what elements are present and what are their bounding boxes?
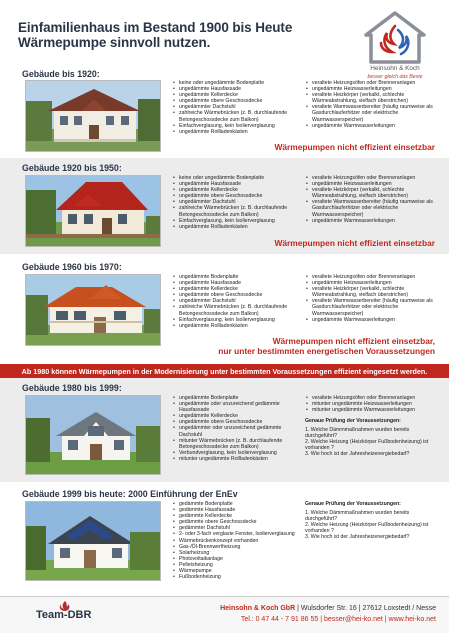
section-heading-bis-1920: Gebäude bis 1920: xyxy=(22,69,100,79)
verdict-text-1: Wärmepumpen nicht effizient einsetzbar xyxy=(274,142,435,152)
list-item: • veraltete Heizkörper (verkalkt, schlechte Wärmeabstrahlung, vielfach überstrichen) xyxy=(305,187,437,199)
page-title xyxy=(18,20,338,50)
section-heading-1980-1999: Gebäude 1980 bis 1999: xyxy=(22,383,122,393)
list-item: • veraltete Warmwasserbereiter (häufig raumweise als Gasdurchlauferhitzer oder elektrische Warmwasserspeicher) xyxy=(305,199,437,217)
team-logo-text: Team-DBR xyxy=(36,609,92,621)
list-item: • gedämmte Hausfassade xyxy=(172,507,300,513)
building-deficits-list-4 xyxy=(172,395,300,462)
building-deficits-list-2 xyxy=(172,175,300,230)
building-deficits-list-1 xyxy=(172,80,300,135)
list-item: • Fußbodenheizung xyxy=(172,574,300,580)
list-item: • Wärmebrückenkonzept vorhanden xyxy=(172,538,300,544)
list-item: • Einfachverglasung, kein Isolierverglasung xyxy=(172,317,300,323)
verdict-text-3: Wärmepumpen nicht effizient einsetzbar, nur unter bestimmten energetischen Voraussetzungen xyxy=(218,336,435,356)
list-item: • ungedämmte Warmwasserleitungen xyxy=(305,317,437,323)
list-item: • ungedämmte Rollladenkästen xyxy=(172,323,300,329)
list-item: • ungedämmte obere Geschossdecke xyxy=(172,292,300,298)
list-item: • mitunter ungedämmte Heizwasserleitungen xyxy=(305,401,437,407)
list-item: • keine oder ungedämmte Bodenplatte xyxy=(172,80,300,86)
list-item: • mitunter ungedämmte Rollladenkästen xyxy=(172,456,300,462)
list-item: • Gas-/Öl-Brennwertheizung xyxy=(172,544,300,550)
heating-deficits-list-2 xyxy=(305,175,437,224)
list-item: • Einfachverglasung, kein Isolierverglasung xyxy=(172,218,300,224)
section-heading-1999-heute: Gebäude 1999 bis heute: 2000 Einführung der EnEv xyxy=(22,489,238,499)
list-item: • gedämmter Dachstuhl xyxy=(172,525,300,531)
house-logo-icon xyxy=(361,10,429,66)
list-item: • veraltete Warmwasserbereiter (häufig raumweise als Gasdurchlauferhitzer oder elektrische Warmwasserspeicher) xyxy=(305,298,437,316)
heating-deficits-list-4 xyxy=(305,395,437,413)
house-photo-1999-heute xyxy=(25,501,161,581)
list-item: 3. Wie hoch ist der Jahresheizenergiebedarf? xyxy=(305,534,410,541)
list-item: • ungedämmte Bodenplatte xyxy=(172,274,300,280)
list-item: • veraltete Heizungsöfen oder Brenneranlagen xyxy=(305,274,437,280)
logo-tagline: besser gleich das Beste xyxy=(367,74,423,80)
list-item: 1. Welche Dämmmaßnahmen wurden bereits durchgeführt? xyxy=(305,427,410,440)
list-item: • ungedämmte oder unzureichend gedämmte Hausfassade xyxy=(172,401,300,413)
footer xyxy=(0,596,449,633)
list-item: • veraltete Heizungsöfen oder Brenneranlagen xyxy=(305,80,437,86)
list-item: • ungedämmte Warmwasserleitungen xyxy=(305,123,437,129)
list-item: • mitunter ungedämmte Warmwasserleitungen xyxy=(305,407,437,413)
list-item: • ungedämmte Kellerdecke xyxy=(172,413,300,419)
list-item: • ungedämmte obere Geschossdecke xyxy=(172,193,300,199)
footer-address: Heinsohn & Koch GbR | Wulsdorfer Str. 16 | 27612 Loxstedt / Nesse xyxy=(220,605,436,612)
list-item: • Wärmepumpe xyxy=(172,568,300,574)
list-item: • keine oder ungedämmte Bodenplatte xyxy=(172,175,300,181)
house-photo-1960-1970 xyxy=(25,274,161,346)
list-item: • veraltete Heizungsöfen oder Brenneranlagen xyxy=(305,395,437,401)
house-photo-1920-1950 xyxy=(25,175,161,247)
check-conditions-5: Genaue Prüfung der Voraussetzungen: 1. Welche Dämmmaßnahmen wurden bereits durchgeführt? 2. Welche Heizung (Heizkörper Fußbodenheizung) ist vorhanden ? 3. Wie hoch ist der Jahresheizenergiebedarf? xyxy=(305,501,437,541)
house-photo-bis-1920 xyxy=(25,80,161,152)
check-conditions-4: Genaue Prüfung der Voraussetzungen: 1. Welche Dämmmaßnahmen wurden bereits durchgeführt? 2. Welche Heizung (Heizkörper Fußbodenheizung) ist vorhanden ? 3. Wie hoch ist der Jahresheizenergiebedarf? xyxy=(305,418,437,458)
list-item: • ungedämmte Heizwasserleitungen xyxy=(305,86,437,92)
list-item: • ungedämmter Dachstuhl xyxy=(172,199,300,205)
list-item: • ungedämmter oder unzureichend gedämmte Dachstuhl xyxy=(172,425,300,437)
list-item: • ungedämmte Hausfassade xyxy=(172,280,300,286)
list-item: • ungedämmte Kellerdecke xyxy=(172,187,300,193)
list-item: • ungedämmte Kellerdecke xyxy=(172,286,300,292)
section-heading-1960-1970: Gebäude 1960 bis 1970: xyxy=(22,262,122,272)
list-item: • 2- oder 3-fach verglaste Fenster, Isolierverglasung xyxy=(172,531,300,537)
heating-deficits-list-1 xyxy=(305,80,437,129)
list-item: • gedämmte Bodenplatte xyxy=(172,501,300,507)
list-item: • ungedämmte Rollladenkästen xyxy=(172,224,300,230)
title-line-1: Einfamilienhaus im Bestand 1900 bis Heute xyxy=(18,20,293,35)
list-item: • gedämmte obere Geschossdecke xyxy=(172,519,300,525)
section-heading-1920-1950: Gebäude 1920 bis 1950: xyxy=(22,163,122,173)
list-item: • ungedämmte Heizwasserleitungen xyxy=(305,280,437,286)
info-banner: Ab 1980 können Wärmepumpen in der Modernisierung unter bestimmten Voraussetzungen effizient eingesetzt werden. xyxy=(0,364,449,378)
list-item: • ungedämmter Dachstuhl xyxy=(172,298,300,304)
logo-brand: Heinsohn & Koch xyxy=(370,65,420,72)
list-item: • veraltete Warmwasserbereiter (häufig raumweise als Gasdurchlauferhitzer oder elektrische Warmwasserspeicher) xyxy=(305,104,437,122)
list-item: • Verbundverglasung, kein Isolierverglasung xyxy=(172,450,300,456)
list-item: • ungedämmte Rollladenkästen xyxy=(172,129,300,135)
list-item: • ungedämmte Hausfassade xyxy=(172,86,300,92)
list-item: • ungedämmte obere Geschossdecke xyxy=(172,98,300,104)
list-item: • Solarheizung xyxy=(172,550,300,556)
list-item: • ungedämmte Heizwasserleitungen xyxy=(305,181,437,187)
list-item: • zahlreiche Wärmebrücken (z. B. durchlaufende Betongeschossdecke zum Balkon) xyxy=(172,205,300,217)
list-item: 1. Welche Dämmmaßnahmen wurden bereits durchgeführt? xyxy=(305,510,410,523)
building-features-list-5 xyxy=(172,501,300,580)
house-photo-1980-1999 xyxy=(25,395,161,475)
list-item: • zahlreiche Wärmebrücken (z. B. durchlaufende Betongeschossdecke zum Balkon) xyxy=(172,110,300,122)
list-item: • ungedämmte obere Geschossdecke xyxy=(172,419,300,425)
list-item: • ungedämmter Dachstuhl xyxy=(172,104,300,110)
list-item: • ungedämmte Bodenplatte xyxy=(172,395,300,401)
list-item: • veraltete Heizkörper (verkalkt, schlechte Wärmeabstrahlung, vielfach überstrichen) xyxy=(305,92,437,104)
footer-contact[interactable]: Tel.: 0 47 44 - 7 91 86 55 | besser@hei-ko.net | www.hei-ko.net xyxy=(240,616,436,623)
title-line-2: Wärmepumpe sinnvoll nutzen. xyxy=(18,35,211,50)
list-item: • ungedämmte Warmwasserleitungen xyxy=(305,218,437,224)
footer-company: Heinsohn & Koch GbR xyxy=(220,605,296,612)
verdict-text-2: Wärmepumpen nicht effizient einsetzbar xyxy=(274,238,435,248)
list-item: 2. Welche Heizung (Heizkörper Fußbodenheizung) ist vorhanden ? xyxy=(305,439,429,452)
list-item: • Photovoltaikanlage xyxy=(172,556,300,562)
building-deficits-list-3 xyxy=(172,274,300,329)
list-item: • Pelletsheizung xyxy=(172,562,300,568)
list-item: 2. Welche Heizung (Heizkörper Fußbodenheizung) ist vorhanden ? xyxy=(305,522,429,535)
list-item: • gedämmte Kellerdecke xyxy=(172,513,300,519)
list-item: • veraltete Heizungsöfen oder Brenneranlagen xyxy=(305,175,437,181)
heating-deficits-list-3 xyxy=(305,274,437,323)
list-item: • Einfachverglasung, kein Isolierverglasung xyxy=(172,123,300,129)
list-item: • mitunter Wärmebrücken (z. B. durchlaufende Betongeschossdecke zum Balkon) xyxy=(172,438,300,450)
list-item: • ungedämmte Kellerdecke xyxy=(172,92,300,98)
list-item: • veraltete Heizkörper (verkalkt, schlechte Wärmeabstrahlung, vielfach überstrichen) xyxy=(305,286,437,298)
list-item: • zahlreiche Wärmebrücken (z. B. durchlaufende Betongeschossdecke zum Balkon) xyxy=(172,304,300,316)
list-item: • ungedämmte Hausfassade xyxy=(172,181,300,187)
list-item: 3. Wie hoch ist der Jahresheizenergiebedarf? xyxy=(305,451,410,458)
